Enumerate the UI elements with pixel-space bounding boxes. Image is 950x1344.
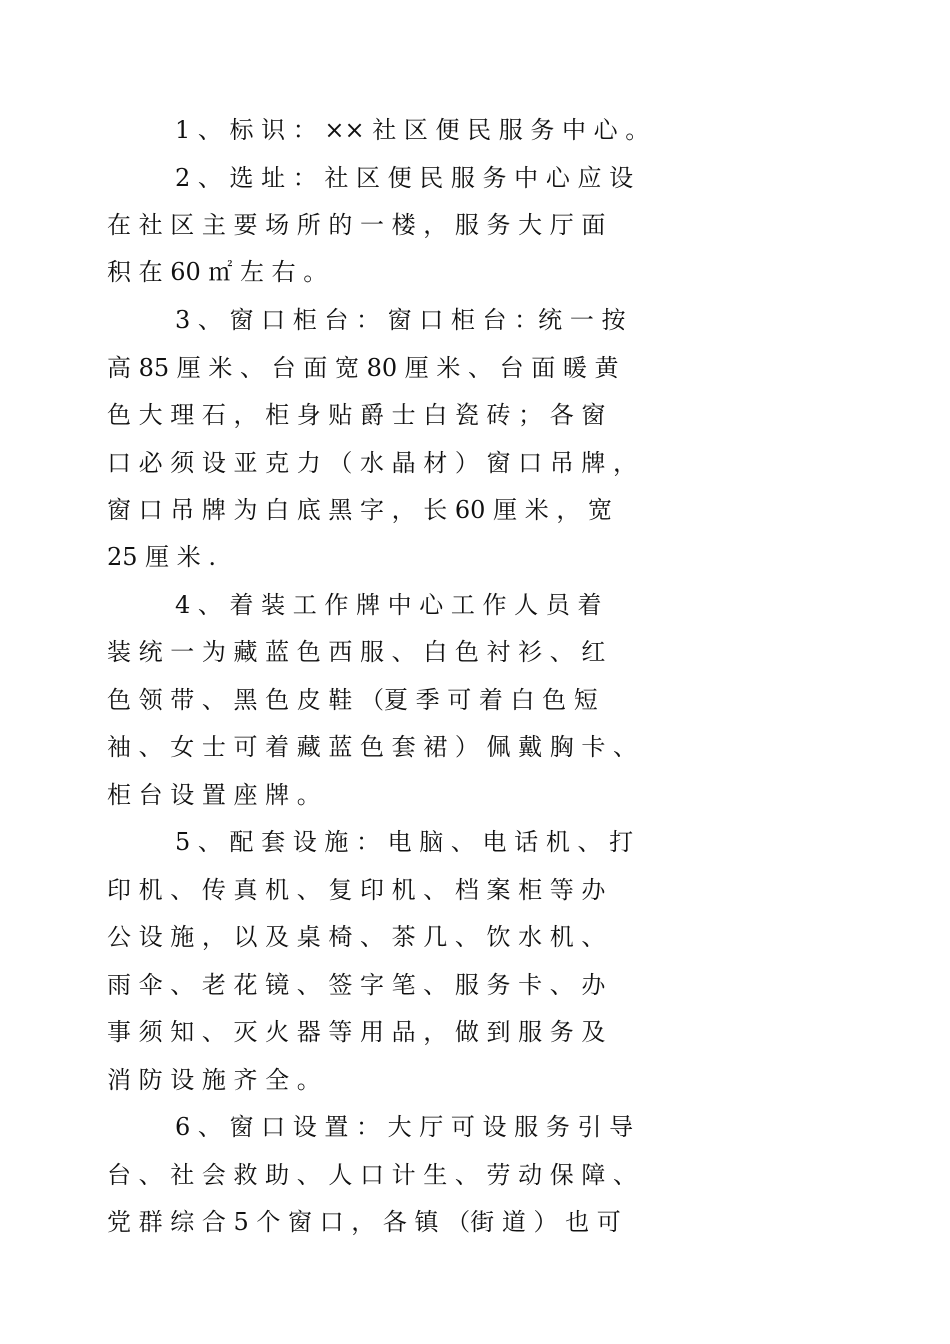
line-9: 窗 口 吊 牌 为 白 底 黑 字 ， 长 60 厘 米 ， 宽 xyxy=(107,496,612,524)
line-7: 色 大 理 石 ， 柜 身 贴 爵 士 白 瓷 砖 ； 各 窗 xyxy=(107,401,606,429)
line-22: 6 、 窗 口 设 置 ： 大 厅 可 设 服 务 引 导 xyxy=(175,1113,634,1141)
line-2: 2 、 选 址 ： 社 区 便 民 服 务 中 心 应 设 xyxy=(175,164,634,192)
line-17: 印 机 、 传 真 机 、 复 印 机 、 档 案 柜 等 办 xyxy=(107,876,606,904)
line-19: 雨 伞 、 老 花 镜 、 签 字 笔 、 服 务 卡 、 办 xyxy=(107,971,606,999)
line-5: 3 、 窗 口 柜 台 ： 窗 口 柜 台 ：统 一 按 xyxy=(175,306,626,334)
line-24: 党 群 综 合 5 个 窗 口 ， 各 镇 （街 道 ） 也 可 xyxy=(107,1208,621,1236)
line-6: 高 85 厘 米 、 台 面 宽 80 厘 米 、 台 面 暖 黄 xyxy=(107,354,619,382)
line-10: 25 厘 米 . xyxy=(107,543,217,571)
line-8: 口 必 须 设 亚 克 力 （ 水 晶 材 ） 窗 口 吊 牌 ， xyxy=(107,449,638,477)
line-18: 公 设 施 ， 以 及 桌 椅 、 茶 几 、 饮 水 机 、 xyxy=(107,923,606,951)
line-16: 5 、 配 套 设 施 ： 电 脑 、 电 话 机 、 打 xyxy=(175,828,634,856)
line-1: 1 、 标 识 ： ×× 社 区 便 民 服 务 中 心 。 xyxy=(175,116,650,144)
line-15: 柜 台 设 置 座 牌 。 xyxy=(107,781,321,809)
line-4: 积 在 60 ㎡ 左 右 。 xyxy=(107,258,328,286)
line-14: 袖 、 女 士 可 着 藏 蓝 色 套 裙 ） 佩 戴 胸 卡 、 xyxy=(107,733,638,761)
line-3: 在 社 区 主 要 场 所 的 一 楼 ， 服 务 大 厅 面 xyxy=(107,211,606,239)
line-21: 消 防 设 施 齐 全 。 xyxy=(107,1066,321,1094)
line-13: 色 领 带 、 黑 色 皮 鞋 （夏 季 可 着 白 色 短 xyxy=(107,686,598,714)
line-20: 事 须 知 、 灭 火 器 等 用 品 ， 做 到 服 务 及 xyxy=(107,1018,606,1046)
line-23: 台 、 社 会 救 助 、 人 口 计 生 、 劳 动 保 障 、 xyxy=(107,1161,638,1189)
line-11: 4 、 着 装 工 作 牌 中 心 工 作 人 员 着 xyxy=(175,591,602,619)
line-12: 装 统 一 为 藏 蓝 色 西 服 、 白 色 衬 衫 、 红 xyxy=(107,638,606,666)
